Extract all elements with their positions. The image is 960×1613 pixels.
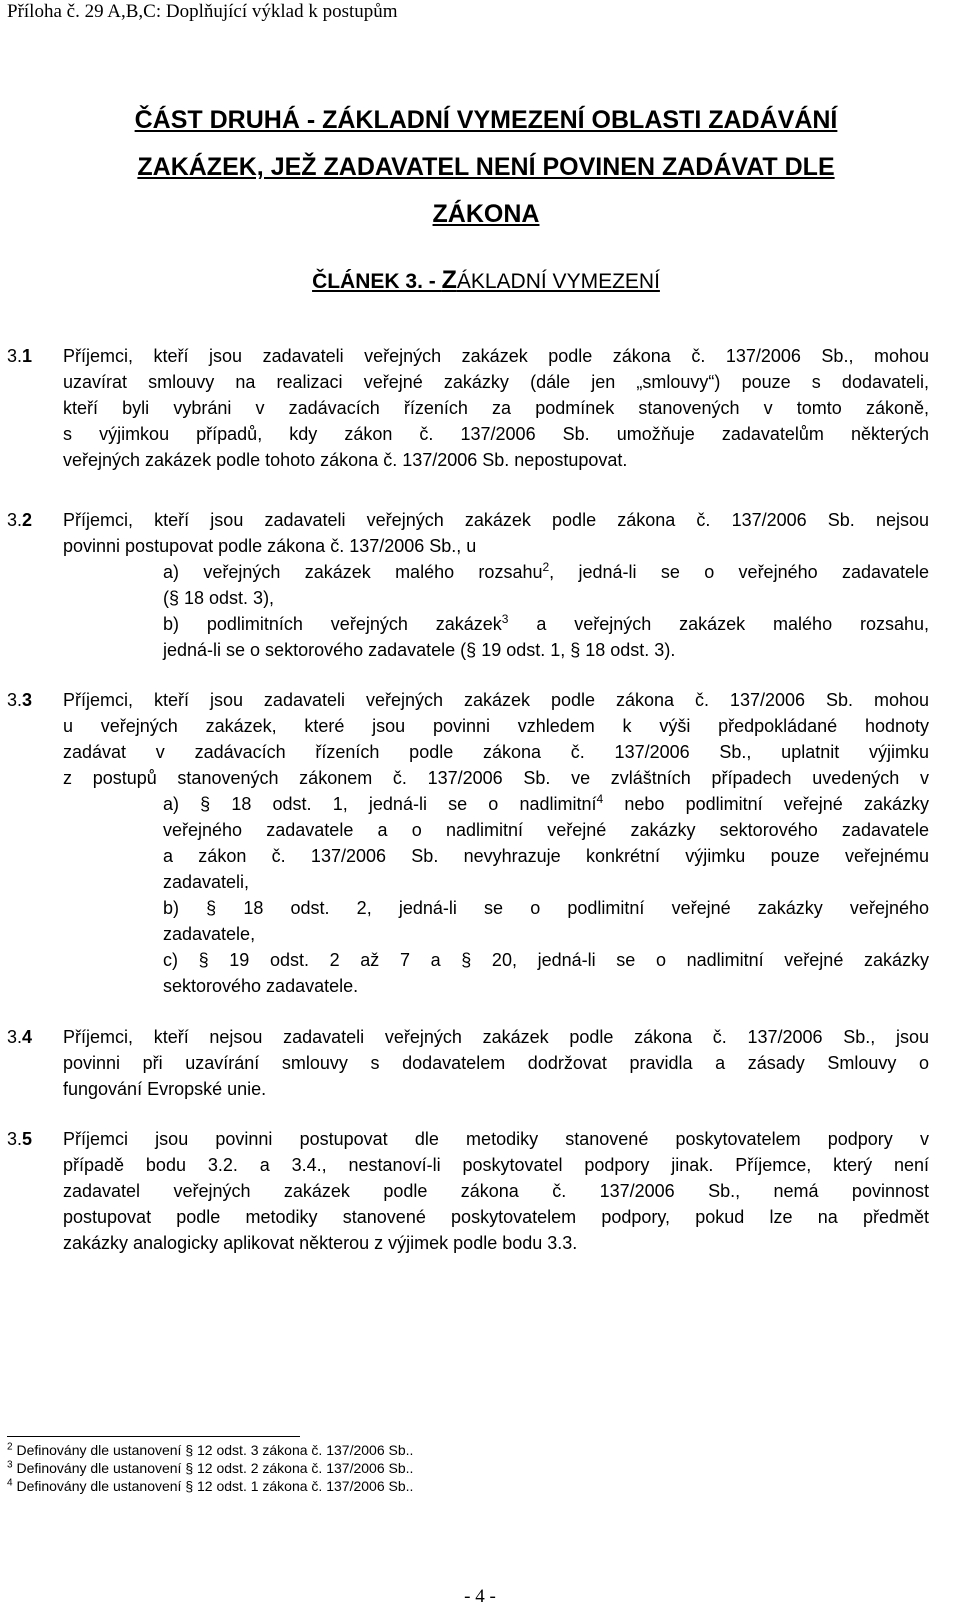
part-title-line: ZAKÁZEK, JEŽ ZADAVATEL NENÍ POVINEN ZADÁVAT DLE: [137, 153, 835, 181]
section-number: 3.2: [7, 510, 33, 530]
list-item-b: b) podlimitních veřejných zakázek$^3$ a veřejných zakázek malého rozsahu,: [163, 612, 929, 634]
text-line: zadavatel veřejných zakázek podle zákona č. 137/2006 Sb., nemá povinnost: [63, 1181, 929, 1201]
part-title-line: ZÁKONA: [432, 200, 540, 228]
section-text: [63, 507, 929, 663]
footnote: $^4$ Definovány dle ustanovení § 12 odst. 1 zákona č. 137/2006 Sb..: [7, 1477, 414, 1494]
section-text: [63, 1126, 929, 1256]
text-line: veřejných zakázek podle tohoto zákona č. 137/2006 Sb. nepostupovat.: [63, 450, 628, 470]
list-item-a: a) veřejných zakázek malého rozsahu$^2$, jedná-li se o veřejného zadavatele: [163, 560, 930, 582]
text-line: povinni postupovat podle zákona č. 137/2006 Sb., u: [63, 536, 477, 556]
text-line: Příjemci, kteří jsou zadavateli veřejných zakázek podle zákona č. 137/2006 Sb. nejsou: [63, 510, 929, 530]
article-title: [60, 265, 912, 297]
article-title-prefix: ČLÁNEK 3. -: [312, 270, 442, 293]
text-line: s výjimkou případů, kdy zákon č. 137/2006 Sb. umožňuje zadavatelům některých: [63, 424, 929, 444]
section-number: 3.4: [7, 1027, 33, 1047]
text-line: kteří byli vybráni v zadávacích řízeních za podmínek stanovených v tomto zákoně,: [63, 398, 929, 418]
running-head: Příloha č. 29 A,B,C: Doplňující výklad k postupům: [7, 1, 398, 22]
article-title-rest: ÁKLADNÍ VYMEZENÍ: [456, 270, 660, 293]
list-item-b-cont: jedná-li se o sektorového zadavatele (§ 19 odst. 1, § 18 odst. 3).: [163, 640, 676, 660]
text-line: postupovat podle metodiky stanovené poskytovatelem podpory, pokud lze na předmět: [63, 1207, 929, 1227]
list-item-a-cont: veřejného zadavatele a o nadlimitní veřejné zakázky sektorového zadavatele: [163, 820, 929, 840]
list-item-a-cont: zadavateli,: [163, 872, 250, 892]
section-text: [63, 687, 929, 999]
part-title-line: ČÁST DRUHÁ - ZÁKLADNÍ VYMEZENÍ OBLASTI ZADÁVÁNÍ: [134, 106, 838, 134]
footnote-separator: [7, 1436, 300, 1437]
part-title: [60, 97, 912, 238]
list-item-a: a) § 18 odst. 1, jedná-li se o nadlimitní$^4$ nebo podlimitní veřejné zakázky: [163, 792, 930, 814]
text-line: u veřejných zakázek, které jsou povinni vzhledem k výši předpokládané hodnoty: [63, 716, 929, 736]
text-line: uzavírat smlouvy na realizaci veřejné zakázky (dále jen „smlouvy“) pouze s dodavateli,: [63, 372, 929, 392]
footnotes: [7, 1441, 413, 1495]
text-line: Příjemci, kteří jsou zadavateli veřejných zakázek podle zákona č. 137/2006 Sb., mohou: [63, 346, 929, 366]
text-line: Příjemci jsou povinni postupovat dle metodiky stanovené poskytovatelem podpory v: [63, 1129, 929, 1149]
text-line: fungování Evropské unie.: [63, 1079, 267, 1099]
text-line: zadávat v zadávacích řízeních podle zákona č. 137/2006 Sb., uplatnit výjimku: [63, 742, 929, 762]
text-line: z postupů stanovených zákonem č. 137/2006 Sb. ve zvláštních případech uvedených v: [63, 768, 929, 788]
text-line: případě bodu 3.2. a 3.4., nestanoví-li poskytovatel podpory jinak. Příjemce, který není: [63, 1155, 929, 1175]
article-title-initial: Z: [441, 266, 457, 294]
footnote: $^3$ Definovány dle ustanovení § 12 odst. 2 zákona č. 137/2006 Sb..: [7, 1459, 414, 1476]
text-line: povinni při uzavírání smlouvy s dodavatelem dodržovat pravidla a zásady Smlouvy o: [63, 1053, 929, 1073]
list-item-a-cont: (§ 18 odst. 3),: [163, 588, 275, 608]
list-item-b: b) § 18 odst. 2, jedná-li se o podlimitní veřejné zakázky veřejného: [163, 898, 929, 918]
list-item-b-cont: zadavatele,: [163, 924, 256, 944]
section-text: [63, 343, 929, 473]
footnote: $^2$ Definovány dle ustanovení § 12 odst. 3 zákona č. 137/2006 Sb..: [7, 1441, 414, 1458]
section-text: [63, 1024, 929, 1102]
page-number: - 4 -: [464, 1586, 496, 1607]
text-line: Příjemci, kteří nejsou zadavateli veřejných zakázek podle zákona č. 137/2006 Sb., jsou: [63, 1027, 929, 1047]
section-number: 3.1: [7, 346, 33, 366]
section-number: 3.3: [7, 690, 33, 710]
list-item-a-cont: a zákon č. 137/2006 Sb. nevyhrazuje konkrétní výjimku pouze veřejnému: [163, 846, 929, 866]
list-item-c: c) § 19 odst. 2 až 7 a § 20, jedná-li se o nadlimitní veřejné zakázky: [163, 950, 929, 970]
list-item-c-cont: sektorového zadavatele.: [163, 976, 359, 996]
text-line: Příjemci, kteří jsou zadavateli veřejných zakázek podle zákona č. 137/2006 Sb. mohou: [63, 690, 929, 710]
text-line: zakázky analogicky aplikovat některou z výjimek podle bodu 3.3.: [63, 1233, 578, 1253]
section-number: 3.5: [7, 1129, 33, 1149]
